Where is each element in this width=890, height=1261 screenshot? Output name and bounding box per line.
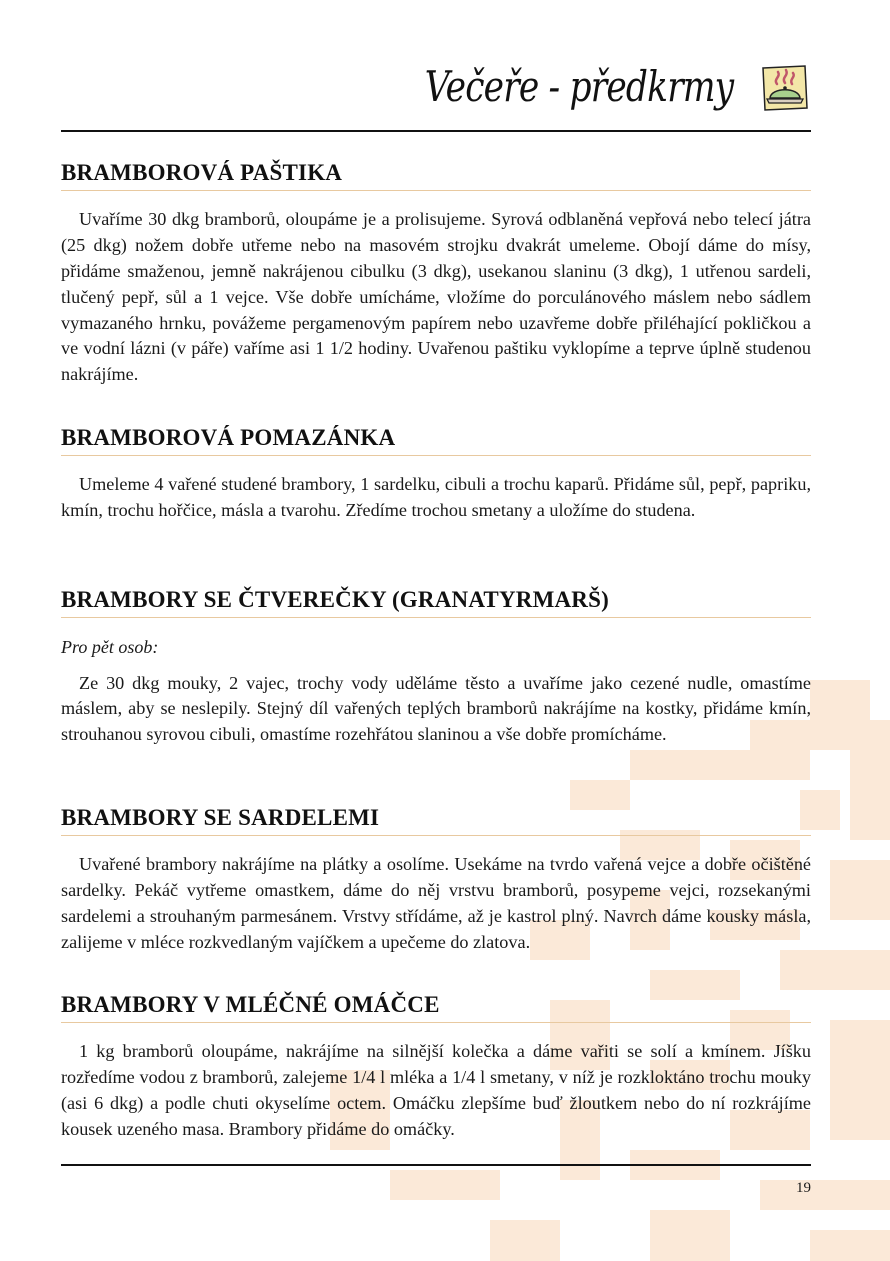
covered-dish-icon	[759, 62, 811, 114]
page-title: Večeře - předkrmy	[424, 62, 733, 111]
recipe-text: 1 kg bramborů oloupáme, nakrájíme na silnější kolečka a dáme vařiti se solí a kmínem. Jíšku rozředíme vodou z bramborů, zalejeme 1/4 l mléka a 1/4 l smetany, v níž je rozkloktáno trochu mouky (asi 6 dkg) a podle chuti okyselíme octem. Omáčku zlepšíme buď žloutkem nebo do ní rozkrájíme kousek uzeného masa. Brambory přidáme do omáčky.	[61, 1041, 811, 1139]
footer-rule	[61, 1164, 811, 1166]
page-number: 19	[796, 1180, 811, 1196]
recipe-servings: Pro pět osob:	[61, 637, 159, 658]
recipe-title: BRAMBOROVÁ POMAZÁNKA	[61, 425, 811, 456]
recipe-title: BRAMBORY SE SARDELEMI	[61, 805, 811, 836]
recipe-section	[61, 587, 811, 748]
recipe-text: Umeleme 4 vařené studené brambory, 1 sardelku, cibuli a trochu kaparů. Přidáme sůl, pepř, papriku, kmín, trochu hořčice, másla a tvarohu. Zředíme trochou smetany a uložíme do studena.	[61, 474, 811, 521]
recipe-section	[61, 160, 811, 388]
recipe-title: BRAMBORY SE ČTVEREČKY (GRANATYRMARŠ)	[61, 587, 811, 618]
recipe-title: BRAMBORY V MLÉČNÉ OMÁČCE	[61, 992, 811, 1023]
recipe-section	[61, 425, 811, 524]
recipe-section	[61, 805, 811, 956]
recipe-text: Uvařené brambory nakrájíme na plátky a osolíme. Usekáme na tvrdo vařená vejce a dobře očištěné sardelky. Pekáč vytřeme omastkem, dáme do něj vrstvu bramborů, posypeme vejci, rozsekanými sardelemi a strouhaným parmesánem. Vrstvy střídáme, až je kastrol plný. Navrch dáme kousky másla, zalijeme v mléce rozkvedlaným vajíčkem a upečeme do zlatova.	[61, 854, 811, 952]
recipe-text: Ze 30 dkg mouky, 2 vajec, trochy vody uděláme těsto a uvaříme jako cezené nudle, omastíme máslem, aby se neslepily. Stejný díl vařených teplých bramborů nakrájíme na kostky, přidáme kmín, strouhanou syrovou cibuli, omastíme rozehřátou slaninou a vše dobře promícháme.	[61, 672, 811, 745]
recipe-section	[61, 992, 811, 1143]
recipe-text: Uvaříme 30 dkg bramborů, oloupáme je a prolisujeme. Syrová odblaněná vepřová nebo telecí játra (25 dkg) nožem dobře utřeme nebo na masovém strojku dvakrát umeleme. Obojí dáme do mísy, přidáme smaženou, jemně nakrájenou cibulku (3 dkg), usekanou slaninu (3 dkg), 1 utřenou sardeli, tlučený pepř, sůl a 1 vejce. Vše dobře umícháme, vložíme do porculánového máslem nebo sádlem vymazaného hrnku, povážeme pergamenovým papírem nebo uzavřeme dobře přiléhající pokličkou a ve vodní lázni (v páře) vaříme asi 1 1/2 hodiny. Uvařenou paštiku vyklopíme a teprve úplně studenou nakrájíme.	[61, 209, 811, 385]
recipe-title: BRAMBOROVÁ PAŠTIKA	[61, 160, 811, 191]
pixel-pattern-watermark	[330, 680, 890, 1261]
header-rule	[61, 130, 811, 132]
